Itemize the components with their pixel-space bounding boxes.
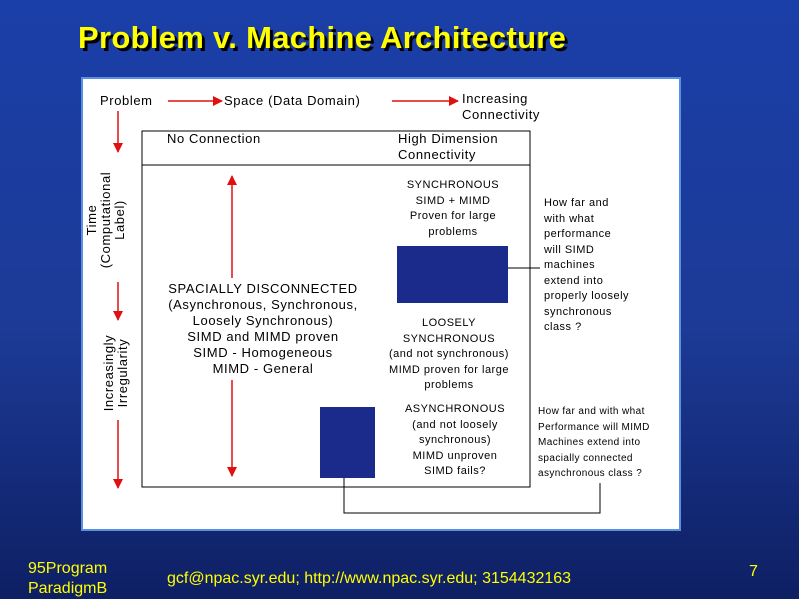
asynchronous-box [320,407,375,478]
slide-title: Problem v. Machine Architecture [78,20,567,55]
page-number: 7 [749,563,758,580]
footer-course-label: 95Program ParadigmB [28,560,108,597]
question-mimd-text: How far and with what Performance will MIMD Machines extend into spacially connected asynchronous class ? [538,406,650,479]
label-time: Time (Computational Label) [84,171,127,269]
spacial-disconnected-text: SPACIALLY DISCONNECTED (Asynchronous, Synchronous, Loosely Synchronous) SIMD and MIMD proven SIMD - Homogeneous MIMD - General [168,281,358,376]
question-simd-text: How far and with what performance will SIMD machines extend into properly loosely synchronous class ? [544,197,630,333]
synchronous-text: SYNCHRONOUS SIMD + MIMD Proven for large problems [406,179,500,238]
synchronous-box [397,246,508,303]
label-connectivity: Connectivity [462,107,541,122]
footer-contact: gcf@npac.syr.edu; http://www.npac.syr.edu; 3154432163 [167,570,572,587]
label-space: Space (Data Domain) [224,93,361,108]
connector-q2 [344,478,600,513]
header-no-connection: No Connection [167,131,261,146]
header-high-dimension: High Dimension [398,131,499,146]
header-high-connectivity: Connectivity [398,147,477,162]
loosely-synchronous-text: LOOSELY SYNCHRONOUS (and not synchronous) MIMD proven for large problems [389,317,509,391]
asynchronous-text: ASYNCHRONOUS (and not loosely synchronous) MIMD unproven SIMD fails? [404,403,506,477]
label-irregularity: Increasingly Irregularity [101,334,130,412]
label-problem: Problem [100,93,153,108]
label-increasing: Increasing [462,91,528,106]
